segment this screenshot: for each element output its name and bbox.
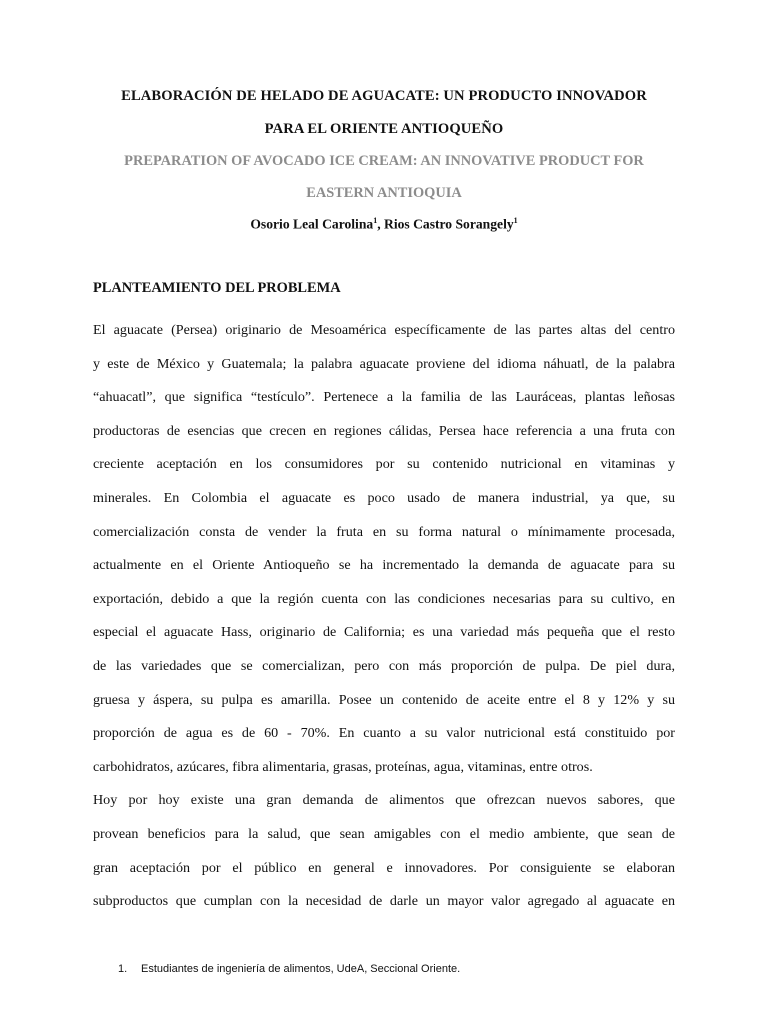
text-line: gran aceptación por el público en general e innovadores. Por consiguiente se elaboran bbox=[93, 859, 675, 876]
paragraph-2 bbox=[93, 784, 675, 918]
text-line: subproductos que cumplan con la necesidad de darle un mayor valor agregado al aguacate en bbox=[93, 893, 675, 910]
author-1-affiliation: 1 bbox=[373, 216, 378, 225]
text-line: y este de México y Guatemala; la palabra aguacate proviene del idioma náhuatl, de la palabra bbox=[93, 355, 675, 372]
text-line: actualmente en el Oriente Antioqueño se ha incrementado la demanda de aguacate para su bbox=[93, 557, 675, 574]
footnote bbox=[118, 963, 460, 975]
english-title-line-1: PREPARATION OF AVOCADO ICE CREAM: AN INNOVATIVE PRODUCT FOR bbox=[124, 153, 644, 169]
footnote-text: Estudiantes de ingeniería de alimentos, UdeA, Seccional Oriente. bbox=[141, 963, 461, 975]
english-title-line-2: EASTERN ANTIOQUIA bbox=[306, 185, 462, 201]
author-line bbox=[60, 216, 708, 233]
text-line: Hoy por hoy existe una gran demanda de alimentos que ofrezcan nuevos sabores, que bbox=[93, 792, 675, 809]
author-1: Osorio Leal Carolina bbox=[250, 216, 374, 232]
footnote-number: 1. bbox=[118, 963, 128, 975]
text-line: El aguacate (Persea) originario de Mesoamérica específicamente de las partes altas del centro bbox=[93, 322, 675, 338]
section-body bbox=[93, 314, 675, 919]
text-line: carbohidratos, azúcares, fibra alimentaria, grasas, proteínas, agua, vitaminas, entre otros. bbox=[93, 758, 593, 775]
title-line-2: PARA EL ORIENTE ANTIOQUEÑO bbox=[264, 121, 504, 137]
text-line: creciente aceptación en los consumidores por su contenido nutricional en vitaminas y bbox=[93, 456, 675, 473]
paragraph-1 bbox=[93, 314, 675, 784]
section-heading: PLANTEAMIENTO DEL PROBLEMA bbox=[93, 280, 341, 296]
text-line: provean beneficios para la salud, que sean amigables con el medio ambiente, que sean de bbox=[93, 825, 675, 842]
text-line: comercialización consta de vender la fruta en su forma natural o mínimamente procesada, bbox=[93, 523, 675, 540]
text-line: productoras de esencias que crecen en regiones cálidas, Persea hace referencia a una fruta con bbox=[93, 422, 675, 439]
author-2-affiliation: 1 bbox=[513, 216, 518, 225]
text-line: especial el aguacate Hass, originario de California; es una variedad más pequeña que el resto bbox=[93, 624, 675, 641]
text-line: de las variedades que se comercializan, pero con más proporción de pulpa. De piel dura, bbox=[93, 657, 675, 674]
text-line: “ahuacatl”, que significa “testículo”. Pertenece a la familia de las Lauráceas, plantas leñosas bbox=[93, 389, 675, 406]
author-separator: , bbox=[377, 216, 384, 232]
text-line: proporción de agua es de 60 - 70%. En cuanto a su valor nutricional está constituido por bbox=[93, 725, 675, 742]
author-2: Rios Castro Sorangely bbox=[384, 216, 514, 232]
text-line: gruesa y áspera, su pulpa es amarilla. Posee un contenido de aceite entre el 8 y 12% y su bbox=[93, 691, 675, 708]
title-line-1: ELABORACIÓN DE HELADO DE AGUACATE: UN PRODUCTO INNOVADOR bbox=[121, 88, 647, 104]
text-line: minerales. En Colombia el aguacate es poco usado de manera industrial, ya que, su bbox=[93, 489, 675, 506]
text-line: exportación, debido a que la región cuenta con las condiciones necesarias para su cultivo, en bbox=[93, 590, 675, 607]
